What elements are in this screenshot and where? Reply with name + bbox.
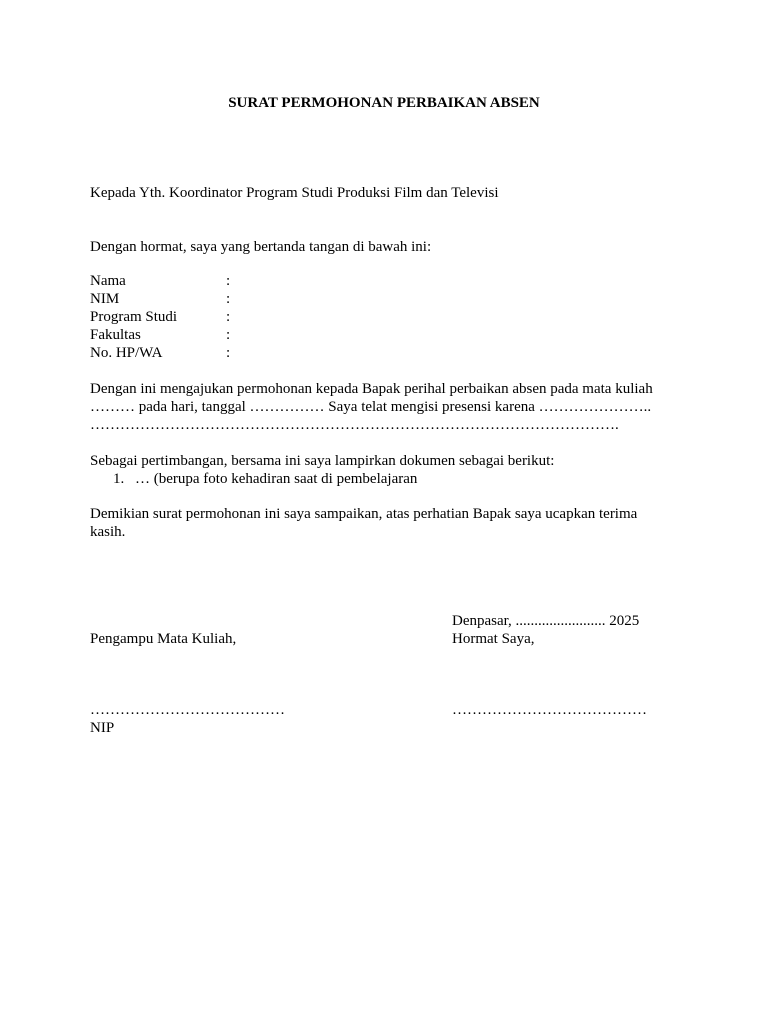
closing-line: Demikian surat permohonan ini saya sampaikan, atas perhatian Bapak saya ucapkan terima bbox=[90, 506, 638, 522]
field-colon: : bbox=[226, 327, 231, 343]
field-colon: : bbox=[226, 291, 231, 307]
field-label-no-hp: No. HP/WA bbox=[90, 345, 163, 361]
place-date: Denpasar, ........................ 2025 bbox=[452, 613, 640, 629]
field-label-program-studi: Program Studi bbox=[90, 309, 178, 325]
recipient-line: Kepada Yth. Koordinator Program Studi Produksi Film dan Televisi bbox=[90, 185, 499, 201]
field-colon: : bbox=[226, 273, 231, 289]
field-label-nama: Nama bbox=[90, 273, 126, 289]
left-signature-line: ………………………………… bbox=[90, 702, 285, 718]
left-signature-title: Pengampu Mata Kuliah, bbox=[90, 631, 237, 647]
attachments-intro: Sebagai pertimbangan, bersama ini saya lampirkan dokumen sebagai berikut: bbox=[90, 453, 555, 469]
field-colon: : bbox=[226, 345, 231, 361]
request-line: ……… pada hari, tanggal …………… Saya telat mengisi presensi karena ………………….. bbox=[90, 399, 652, 415]
right-signature-title: Hormat Saya, bbox=[452, 631, 535, 647]
attachment-item-text: … (berupa foto kehadiran saat di pembelajaran bbox=[135, 471, 418, 487]
field-label-nim: NIM bbox=[90, 291, 120, 307]
right-signature-line: ………………………………… bbox=[452, 702, 647, 718]
request-line: Dengan ini mengajukan permohonan kepada Bapak perihal perbaikan absen pada mata kuliah bbox=[90, 381, 653, 397]
closing-line: kasih. bbox=[90, 524, 126, 540]
request-line: ……………………………………………………………………………………………. bbox=[90, 417, 619, 433]
attachment-item-number: 1. bbox=[113, 471, 125, 487]
left-signature-id: NIP bbox=[90, 720, 115, 736]
document-title: SURAT PERMOHONAN PERBAIKAN ABSEN bbox=[228, 95, 540, 111]
field-label-fakultas: Fakultas bbox=[90, 327, 141, 343]
field-colon: : bbox=[226, 309, 231, 325]
greeting-line: Dengan hormat, saya yang bertanda tangan di bawah ini: bbox=[90, 239, 432, 255]
